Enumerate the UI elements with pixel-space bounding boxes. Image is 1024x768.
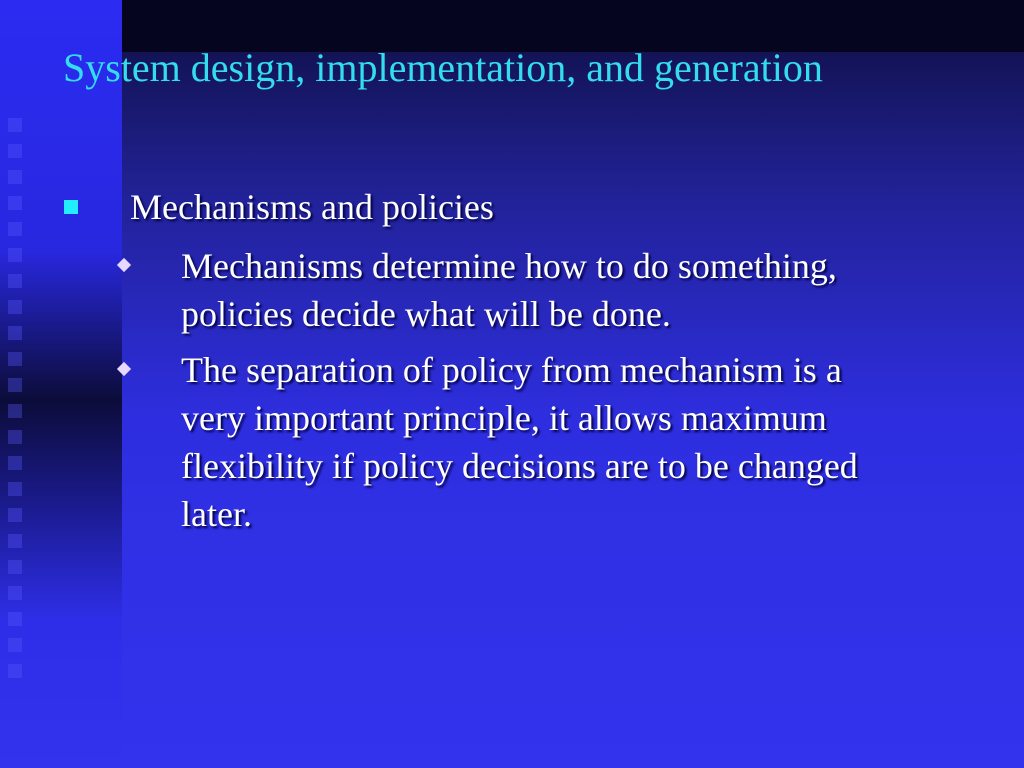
sub-bullet-text (181, 346, 961, 538)
sub-bullet-line: flexibility if policy decisions are to be changed (181, 446, 858, 486)
sub-bullet-line: very important principle, it allows maximum (181, 398, 827, 438)
sub-bullet-line: later. (181, 494, 252, 534)
sub-bullet-line: Mechanisms determine how to do something, (181, 246, 837, 286)
diamond-bullet-icon (117, 258, 131, 272)
slide-title: System design, implementation, and generation (63, 45, 823, 90)
sub-bullet-line: The separation of policy from mechanism is a (181, 350, 842, 390)
bullet-text: Mechanisms and policies (130, 187, 494, 227)
square-bullet-icon (64, 200, 78, 214)
diamond-bullet-icon (117, 362, 131, 376)
sub-bullet-text (181, 242, 961, 338)
sub-bullet-line: policies decide what will be done. (181, 294, 671, 334)
